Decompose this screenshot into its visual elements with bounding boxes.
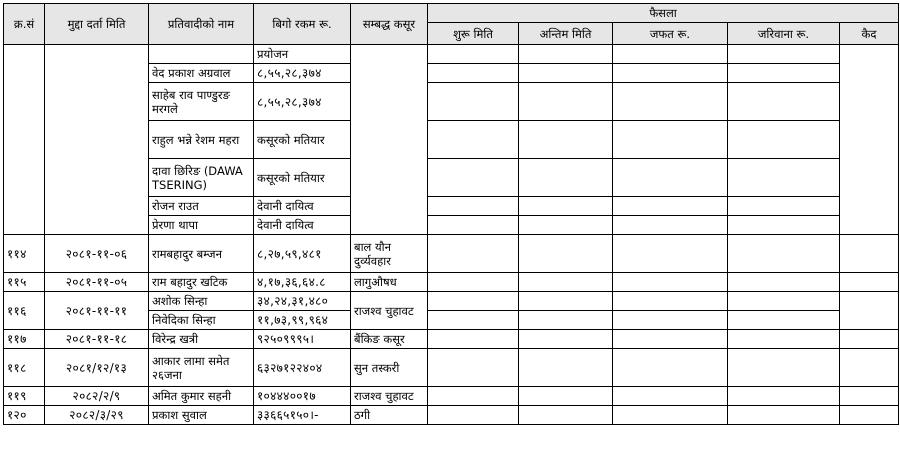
start-date-cell	[428, 64, 519, 83]
fine-cell	[728, 387, 840, 406]
col-related-offense: सम्बद्ध कसूर	[351, 4, 428, 45]
start-date-cell	[428, 197, 519, 216]
amount-cell: कसूरको मतियार	[254, 121, 351, 159]
verdict-table	[3, 3, 899, 425]
defendant-cell: साहेब राव पाण्डुरङ मरगले	[149, 83, 254, 121]
final-date-cell	[519, 311, 613, 330]
start-date-cell	[428, 330, 519, 349]
imprisonment-cell	[840, 387, 899, 406]
table-row	[4, 349, 899, 387]
offense-cell: लागुऔषध	[351, 273, 428, 292]
start-date-cell	[428, 159, 519, 197]
amount-cell: ८,२७,५९,४८१	[254, 235, 351, 273]
fine-cell	[728, 311, 840, 330]
col-seized: जफत रू.	[613, 23, 728, 45]
start-date-cell	[428, 273, 519, 292]
seized-cell	[613, 121, 728, 159]
seized-cell	[613, 159, 728, 197]
final-date-cell	[519, 197, 613, 216]
fine-cell	[728, 121, 840, 159]
table-row	[4, 406, 899, 425]
col-final-date: अन्तिम मिति	[519, 23, 613, 45]
date-cell: २०८२/३/२९	[45, 406, 149, 425]
date-cell: २०८१-११-११	[45, 292, 149, 330]
fine-cell	[728, 83, 840, 121]
amount-cell: १०४४४००१७	[254, 387, 351, 406]
defendant-cell: आकार लामा समेत २६जना	[149, 349, 254, 387]
imprisonment-cell	[840, 235, 899, 273]
serial-cell: ११५	[4, 273, 45, 292]
defendant-cell: प्रकाश सुवाल	[149, 406, 254, 425]
serial-cell: ११९	[4, 387, 45, 406]
offense-cell: राजश्व चुहावट	[351, 292, 428, 330]
offense-cell: बैंकिङ कसूर	[351, 330, 428, 349]
col-defendant-name: प्रतिवादीको नाम	[149, 4, 254, 45]
start-date-cell	[428, 292, 519, 311]
start-date-cell	[428, 311, 519, 330]
serial-cell: ११६	[4, 292, 45, 330]
table-row	[4, 387, 899, 406]
imprisonment-cell	[840, 349, 899, 387]
start-date-cell	[428, 235, 519, 273]
amount-cell: ४,१७,३६,६४.८	[254, 273, 351, 292]
defendant-cell: रोजन राउत	[149, 197, 254, 216]
fine-cell	[728, 349, 840, 387]
amount-cell: ६३२७१२२४०४	[254, 349, 351, 387]
col-amount: बिगो रकम रू.	[254, 4, 351, 45]
date-cell	[45, 45, 149, 235]
fine-cell	[728, 273, 840, 292]
amount-cell: ३३६६५१५०।-	[254, 406, 351, 425]
offense-cell: सुन तस्करी	[351, 349, 428, 387]
start-date-cell	[428, 387, 519, 406]
defendant-cell: विरेन्द्र खत्री	[149, 330, 254, 349]
final-date-cell	[519, 235, 613, 273]
imprisonment-cell	[840, 45, 899, 235]
final-date-cell	[519, 216, 613, 235]
amount-cell: ९२५०९९९५।	[254, 330, 351, 349]
amount-cell: कसूरको मतियार	[254, 159, 351, 197]
fine-cell	[728, 235, 840, 273]
defendant-cell: रामबहादुर बम्जन	[149, 235, 254, 273]
seized-cell	[613, 406, 728, 425]
start-date-cell	[428, 406, 519, 425]
final-date-cell	[519, 83, 613, 121]
date-cell: २०८१-११-०६	[45, 235, 149, 273]
table-row	[4, 330, 899, 349]
fine-cell	[728, 406, 840, 425]
date-cell: २०८१-११-१८	[45, 330, 149, 349]
start-date-cell	[428, 121, 519, 159]
fine-cell	[728, 292, 840, 311]
col-imprisonment: कैद	[840, 23, 899, 45]
offense-cell: बाल यौन दुर्व्यवहार	[351, 235, 428, 273]
defendant-cell: अमित कुमार सहनी	[149, 387, 254, 406]
amount-cell: ११,७३,९९,९६४	[254, 311, 351, 330]
final-date-cell	[519, 387, 613, 406]
fine-cell	[728, 45, 840, 64]
table-row	[4, 292, 899, 311]
seized-cell	[613, 216, 728, 235]
final-date-cell	[519, 292, 613, 311]
start-date-cell	[428, 349, 519, 387]
final-date-cell	[519, 64, 613, 83]
imprisonment-cell	[840, 292, 899, 330]
col-serial: क्र.सं	[4, 4, 45, 45]
fine-cell	[728, 330, 840, 349]
imprisonment-cell	[840, 406, 899, 425]
seized-cell	[613, 235, 728, 273]
start-date-cell	[428, 83, 519, 121]
table-row	[4, 45, 899, 64]
serial-cell: ११४	[4, 235, 45, 273]
col-start-date: शुरू मिति	[428, 23, 519, 45]
seized-cell	[613, 311, 728, 330]
defendant-cell: निवेदिका सिन्हा	[149, 311, 254, 330]
final-date-cell	[519, 349, 613, 387]
date-cell: २०८१/१२/१३	[45, 349, 149, 387]
offense-cell: राजश्व चुहावट	[351, 387, 428, 406]
defendant-cell: दावा छिरिङ (DAWA TSERING)	[149, 159, 254, 197]
seized-cell	[613, 64, 728, 83]
amount-cell: ८,५५,२८,३७४	[254, 64, 351, 83]
defendant-cell: राम बहादुर खटिक	[149, 273, 254, 292]
defendant-cell: वेद प्रकाश अग्रवाल	[149, 64, 254, 83]
serial-cell	[4, 45, 45, 235]
seized-cell	[613, 387, 728, 406]
defendant-cell: राहुल भन्ने रेशम महरा	[149, 121, 254, 159]
imprisonment-cell	[840, 330, 899, 349]
offense-cell: ठगी	[351, 406, 428, 425]
seized-cell	[613, 273, 728, 292]
amount-cell: देवानी दायित्व	[254, 216, 351, 235]
final-date-cell	[519, 273, 613, 292]
seized-cell	[613, 197, 728, 216]
amount-cell: ८,५५,२८,३७४	[254, 83, 351, 121]
start-date-cell	[428, 45, 519, 64]
final-date-cell	[519, 406, 613, 425]
seized-cell	[613, 45, 728, 64]
amount-cell: ३४,२४,३१,४८०	[254, 292, 351, 311]
final-date-cell	[519, 330, 613, 349]
header-row-top	[4, 4, 899, 23]
table-row	[4, 235, 899, 273]
seized-cell	[613, 349, 728, 387]
fine-cell	[728, 64, 840, 83]
date-cell: २०८१-११-०५	[45, 273, 149, 292]
seized-cell	[613, 83, 728, 121]
seized-cell	[613, 292, 728, 311]
defendant-cell	[149, 45, 254, 64]
fine-cell	[728, 197, 840, 216]
serial-cell: १२०	[4, 406, 45, 425]
serial-cell: ११७	[4, 330, 45, 349]
seized-cell	[613, 330, 728, 349]
date-cell: २०८२/२/९	[45, 387, 149, 406]
start-date-cell	[428, 216, 519, 235]
table-row	[4, 273, 899, 292]
imprisonment-cell	[840, 273, 899, 292]
defendant-cell: अशोक सिन्हा	[149, 292, 254, 311]
col-verdict-group: फैसला	[428, 4, 899, 23]
defendant-cell: प्रेरणा थापा	[149, 216, 254, 235]
fine-cell	[728, 216, 840, 235]
col-fine: जरिवाना रू.	[728, 23, 840, 45]
final-date-cell	[519, 159, 613, 197]
serial-cell: ११८	[4, 349, 45, 387]
final-date-cell	[519, 45, 613, 64]
final-date-cell	[519, 121, 613, 159]
amount-cell: प्रयोजन	[254, 45, 351, 64]
fine-cell	[728, 159, 840, 197]
amount-cell: देवानी दायित्व	[254, 197, 351, 216]
col-case-reg-date: मुद्दा दर्ता मिति	[45, 4, 149, 45]
offense-cell	[351, 45, 428, 235]
